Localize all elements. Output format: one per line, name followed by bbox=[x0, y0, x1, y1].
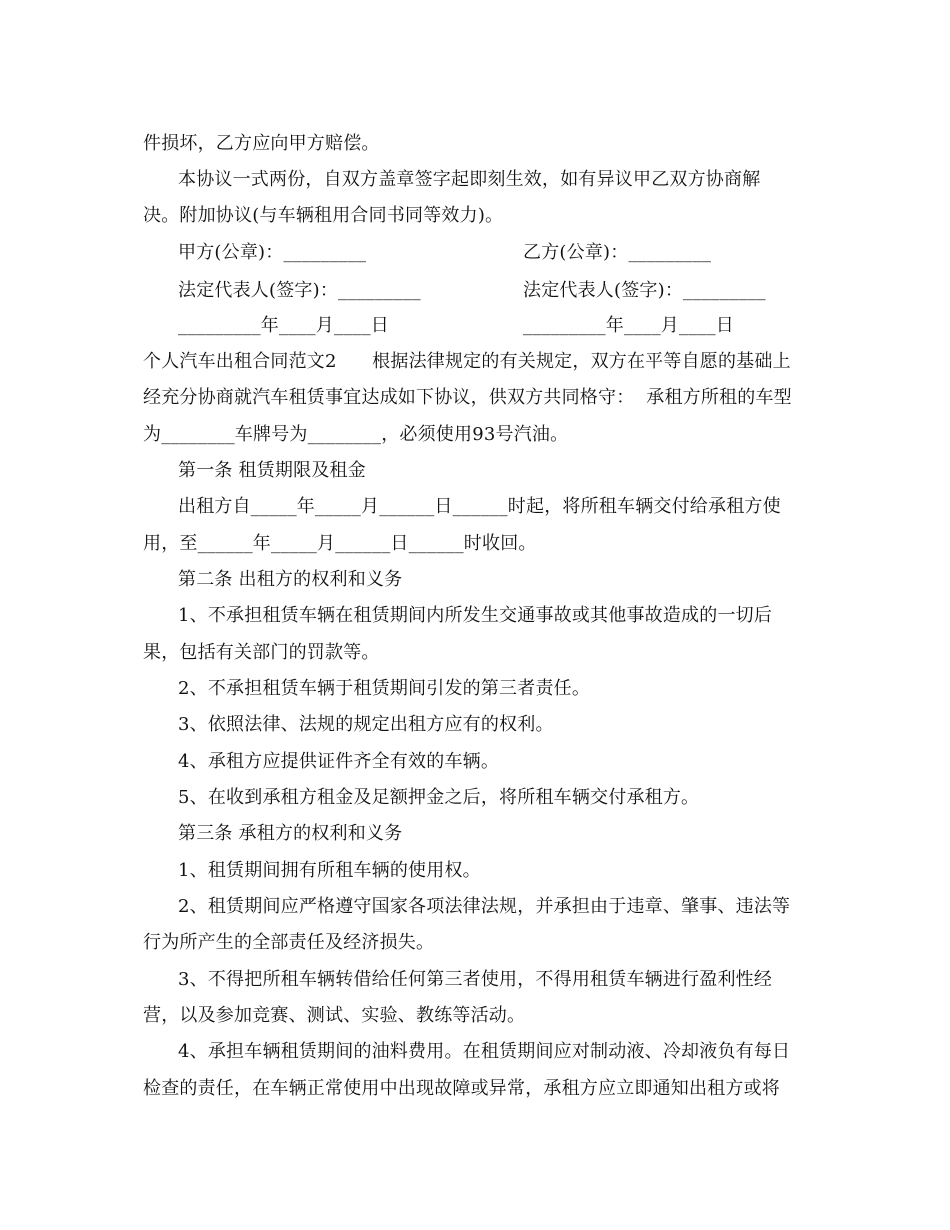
text-line: 用，至______年_____月______日______时收回。 bbox=[143, 533, 537, 554]
text-line: 本协议一式两份，自双方盖章签字起即刻生效，如有异议甲乙双方协商解 bbox=[178, 169, 761, 190]
section-heading: 第三条 承租方的权利和义务 bbox=[178, 823, 403, 844]
text-line: 件损坏，乙方应向甲方赔偿。 bbox=[143, 133, 380, 154]
text-line: 为________车牌号为________，必须使用93号汽油。 bbox=[143, 424, 569, 445]
text-line: 出租方自_____年_____月______日______时起，将所租车辆交付给承租方使 bbox=[178, 496, 781, 517]
text-line: 检查的责任，在车辆正常使用中出现故障或异常，承租方应立即通知出租方或将 bbox=[143, 1078, 780, 1099]
text-line: 行为所产生的全部责任及经济损失。 bbox=[143, 932, 435, 953]
text-line: 4、承担车辆租赁期间的油料费用。在租赁期间应对制动液、冷却液负有每日 bbox=[178, 1041, 791, 1062]
party-a-representative: 法定代表人(签字)：_________ bbox=[178, 280, 421, 301]
text-line: 决。附加协议(与车辆租用合同书同等效力)。 bbox=[143, 205, 504, 226]
text-line: 5、在收到承租方租金及足额押金之后，将所租车辆交付承租方。 bbox=[178, 787, 700, 808]
party-b-seal: 乙方(公章)：_________ bbox=[523, 242, 712, 263]
text-line: 个人汽车出租合同范文2 根据法律规定的有关规定，双方在平等自愿的基础上 bbox=[143, 351, 791, 372]
section-heading: 第一条 租赁期限及租金 bbox=[178, 460, 366, 481]
text-line: 4、承租方应提供证件齐全有效的车辆。 bbox=[178, 751, 500, 772]
text-line: 经充分协商就汽车租赁事宜达成如下协议，供双方共同格守： 承租方所租的车型 bbox=[143, 387, 792, 408]
text-line: 营，以及参加竞赛、测试、实验、教练等活动。 bbox=[143, 1005, 526, 1026]
text-line: 1、不承担租赁车辆在租赁期间内所发生交通事故或其他事故造成的一切后 bbox=[178, 605, 773, 626]
section-heading: 第二条 出租方的权利和义务 bbox=[178, 569, 403, 590]
text-line: 3、不得把所租车辆转借给任何第三者使用，不得用租赁车辆进行盈利性经 bbox=[178, 969, 773, 990]
party-b-date: _________年____月____日 bbox=[523, 315, 734, 336]
text-line: 1、租赁期间拥有所租车辆的使用权。 bbox=[178, 860, 481, 881]
text-line: 2、不承担租赁车辆于租赁期间引发的第三者责任。 bbox=[178, 678, 591, 699]
text-line: 果，包括有关部门的罚款等。 bbox=[143, 642, 380, 663]
text-line: 2、租赁期间应严格遵守国家各项法律法规，并承担由于违章、肇事、违法等 bbox=[178, 896, 791, 917]
party-b-representative: 法定代表人(签字)：_________ bbox=[523, 280, 766, 301]
party-a-seal: 甲方(公章)：_________ bbox=[178, 242, 367, 263]
text-line: 3、依照法律、法规的规定出租方应有的权利。 bbox=[178, 714, 554, 735]
party-a-date: _________年____月____日 bbox=[178, 315, 389, 336]
